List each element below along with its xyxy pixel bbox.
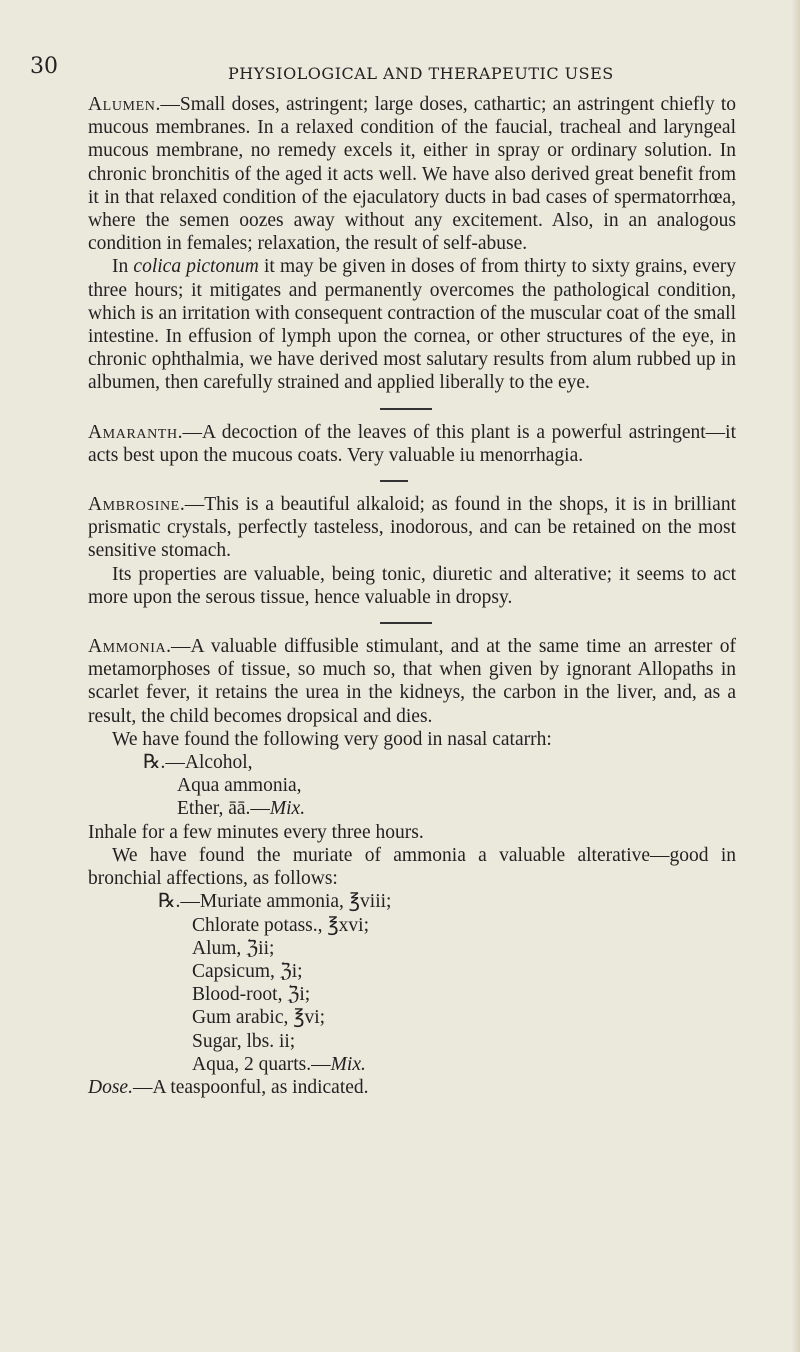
page-body [88,93,736,1099]
prescription-2 [88,890,736,1076]
page-edge [792,0,800,1352]
ambrosine-paragraph-2: Its properties are valuable, being tonic, diuretic and alterative; it seems to act more upon the serous tissue, hence valuable in dropsy. [88,563,736,608]
amaranth-paragraph: Amaranth.—A decoction of the leaves of this plant is a powerful astringent—it acts best upon the mucous coats. Very valuable iu menorrhagia. [88,421,736,466]
colica-pictonum: colica pictonum [133,256,259,278]
page-header [0,54,800,84]
ammonia-paragraph-1: Ammonia.—A valuable diffusible stimulant, and at the same time an arrester of metamorphoses of tissue, so much so, that when given by ignorant Allopaths in scarlet fever, it retains the urea in the kidneys, the carbon in the liver, and, as a result, the child becomes dropsical and dies. [88,636,736,727]
rx-line: Chlorate potass., ℥xvi; [192,914,369,936]
alumen-paragraph-1: Alumen.—Small doses, astringent; large doses, cathartic; an astringent chiefly to mucous membranes. In a relaxed condition of the faucial, tracheal and laryngeal mucous membrane, no remedy excels it, either in spray or ordinary solution. In chronic bronchitis of the aged it acts well. We have also derived great benefit from it in that relaxed condition of the ejaculatory ducts in bad cases of spermatorrhœa, where the semen oozes away without any excitement. Also, in an analogous condition in females; relaxation, the result of self-abuse. [88,94,736,255]
section-divider [380,408,432,410]
prescription-1 [88,751,736,821]
amaranth-term: Amaranth [88,421,178,443]
ammonia-paragraph-4: We have found the muriate of ammonia a valuable alterative—good in bronchial affections, as follows: [88,844,736,890]
rx-line: Ether, āā.—Mix. [177,798,306,820]
ambrosine-paragraph-1: Ambrosine.—This is a beautiful alkaloid; as found in the shops, it is in brilliant prismatic crystals, perfectly tasteless, inodorous, and can be retained on the most sensitive stomach. [88,494,736,562]
alumen-paragraph-2: In colica pictonum it may be given in doses of from thirty to sixty grains, every three hours; it mitigates and permanently overcomes the pathological condition, which is an irritation with consequent contraction of the muscular coat of the small intestine. In effusion of lymph upon the cornea, or other structures of the eye, in chronic ophthalmia, we have derived most salutary results from alum rubbed up in albumen, then carefully strained and applied liberally to the eye. [88,256,736,394]
ambrosine-term: Ambrosine [88,494,180,516]
rx-line: Alum, ℨii; [192,937,275,959]
rx-line: Sugar, lbs. ii; [192,1030,296,1052]
rx-line: Blood-root, ℨi; [192,984,311,1006]
page-number: 30 [30,54,58,79]
alumen-term: Alumen [88,94,156,115]
dose-label: Dose. [88,1076,133,1098]
rx-line: Gum arabic, ℥vi; [192,1007,326,1029]
rx-line: ℞.—Alcohol, [143,752,253,774]
section-divider [380,480,408,482]
rx-line: Capsicum, ℨi; [192,960,303,982]
ammonia-paragraph-2: We have found the following very good in nasal catarrh: [112,728,552,750]
rx-line: ℞.—Muriate ammonia, ℥viii; [158,891,392,913]
rx-line: Aqua ammonia, [177,775,302,797]
dose-line: Dose.—A teaspoonful, as indicated. [88,1076,369,1098]
section-divider [380,622,432,624]
rx-line: Aqua, 2 quarts.—Mix. [192,1053,366,1075]
ammonia-paragraph-3: Inhale for a few minutes every three hours. [88,821,424,843]
running-head: PHYSIOLOGICAL AND THERAPEUTIC USES [228,64,614,83]
ammonia-term: Ammonia [88,636,167,658]
